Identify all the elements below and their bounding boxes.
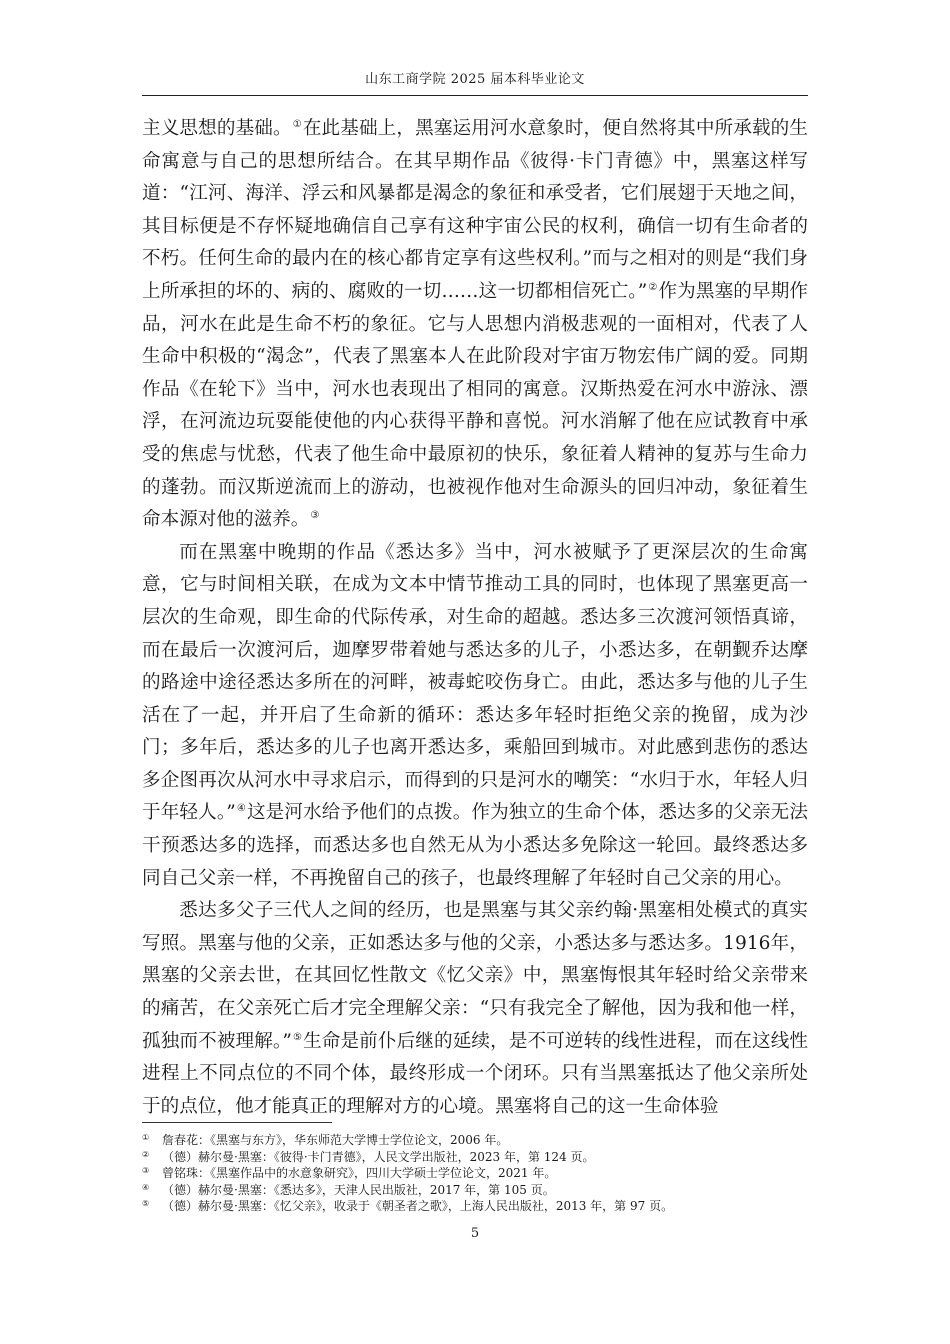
footnote-mark: ② <box>142 1149 150 1159</box>
paragraph <box>142 537 808 896</box>
text-segment: 这是河水给予他们的点拨。作为独立的生命个体，悉达多的父亲无法干预悉达多的选择，而悉达多也自然无从为小悉达多免除这一轮回。最终悉达多同自己父亲一样，不再挽留自己的孩子，也最终理解了年轻时自己父亲的用心。 <box>142 802 808 889</box>
footnote-mark: ③ <box>142 1166 150 1176</box>
footnotes <box>142 1132 808 1215</box>
page-number: 5 <box>470 1226 480 1241</box>
footnote <box>142 1198 808 1215</box>
footnote-mark: ⑤ <box>142 1199 150 1209</box>
text-segment: 主义思想的基础。 <box>142 118 292 139</box>
footnote-reference[interactable]: ⑤ <box>292 1031 303 1043</box>
footnote-mark: ④ <box>142 1182 150 1192</box>
footnote-text: （德）赫尔曼·黑塞：《悉达多》，天津人民出版社，2017 年，第 105 页。 <box>162 1182 555 1197</box>
text-segment: 在此基础上，黑塞运用河水意象时，便自然将其中所承载的生命寓意与自己的思想所结合。在其早期作品《彼得·卡门青德》中，黑塞这样写道：“江河、海洋、浮云和风暴都是渴念的象征和承受者，它们展翅于天地之间，其目标便是不存怀疑地确信自己享有这种宇宙公民的权利，确信一切有生命者的不朽。任何生命的最内在的核心都肯定享有这些权利。”而与之相对的则是“我们身上所承担的坏的、病的、腐败的一切……这一切都相信死亡。” <box>142 118 808 302</box>
text-segment: 而在黑塞中晚期的作品《悉达多》当中，河水被赋予了更深层次的生命寓意，它与时间相关联，在成为文本中情节推动工具的同时，也体现了黑塞更高一层次的生命观，即生命的代际传承，对生命的超越。悉达多三次渡河领悟真谛，而在最后一次渡河后，迦摩罗带着她与悉达多的儿子，小悉达多，在朝觐乔达摩的路途中途径悉达多所在的河畔，被毒蛇咬伤身亡。由此，悉达多与他的儿子生活在了一起，并开启了生命新的循环：悉达多年轻时拒绝父亲的挽留，成为沙门；多年后，悉达多的儿子也离开悉达多，乘船回到城市。对此感到悲伤的悉达多企图再次从河水中寻求启示，而得到的只是河水的嘲笑：“水归于水，年轻人归于年轻人。” <box>142 541 808 824</box>
footnote <box>142 1182 808 1199</box>
footnote-reference[interactable]: ④ <box>236 803 246 815</box>
footnote-mark: ① <box>142 1133 150 1142</box>
text-segment: 作为黑塞的早期作品，河水在此是生命不朽的象征。它与人思想内消极悲观的一面相对，代表了人生命中积极的“渴念”，代表了黑塞本人在此阶段对宇宙万物宏伟广阔的爱。同期作品《在轮下》当中，河水也表现出了相同的寓意。汉斯热爱在河水中游泳、漂浮，在河流边玩耍能使他的内心获得平静和喜悦。河水消解了他在应试教育中承受的焦虑与忧愁，代表了他生命中最原初的快乐，象征着人精神的复苏与生命力的蓬勃。而汉斯逆流而上的游动，也被视作他对生命源头的回归冲动，象征着生命本源对他的滋养。 <box>142 280 808 531</box>
footnote <box>142 1165 808 1182</box>
footnote-text: （德）赫尔曼·黑塞：《彼得·卡门青德》，人民文学出版社，2023 年，第 124 页。 <box>162 1149 595 1164</box>
paragraph <box>142 895 808 1123</box>
footnote-reference[interactable]: ③ <box>310 510 320 522</box>
text-segment: 生命是前仆后继的延续，是不可逆转的线性进程，而在这线性进程上不同点位的不同个体，最终形成一个闭环。只有当黑塞抵达了他父亲所处于的点位，他才能真正的理解对方的心境。黑塞将自己的这一生命体验 <box>142 1030 808 1117</box>
footnote <box>142 1132 808 1149</box>
footnote-text: 曾铭珠：《黑塞作品中的水意象研究》，四川大学硕士学位论文，2021 年。 <box>162 1166 557 1181</box>
footnote-separator <box>142 1122 332 1123</box>
body-text <box>142 113 808 1123</box>
footnote-text: 詹春花：《黑塞与东方》，华东师范大学博士学位论文，2006 年。 <box>162 1133 509 1147</box>
footnote-text: （德）赫尔曼·黑塞：《忆父亲》，收录于《朝圣者之歌》，上海人民出版社，2013 年，第 97 页。 <box>162 1199 674 1214</box>
footnote <box>142 1149 808 1166</box>
paragraph <box>142 113 808 537</box>
running-header: 山东工商学院 2025 届本科毕业论文 <box>142 68 808 96</box>
text-segment: 悉达多父子三代人之间的经历，也是黑塞与其父亲约翰·黑塞相处模式的真实写照。黑塞与他的父亲，正如悉达多与他的父亲，小悉达多与悉达多。1916年，黑塞的父亲去世，在其回忆性散文《忆父亲》中，黑塞悔恨其年轻时给父亲带来的痛苦，在父亲死亡后才完全理解父亲：“只有我完全了解他，因为我和他一样，孤独而不被理解。” <box>142 900 808 1052</box>
footnote-reference[interactable]: ② <box>648 281 658 293</box>
footnote-reference[interactable]: ① <box>292 119 302 130</box>
